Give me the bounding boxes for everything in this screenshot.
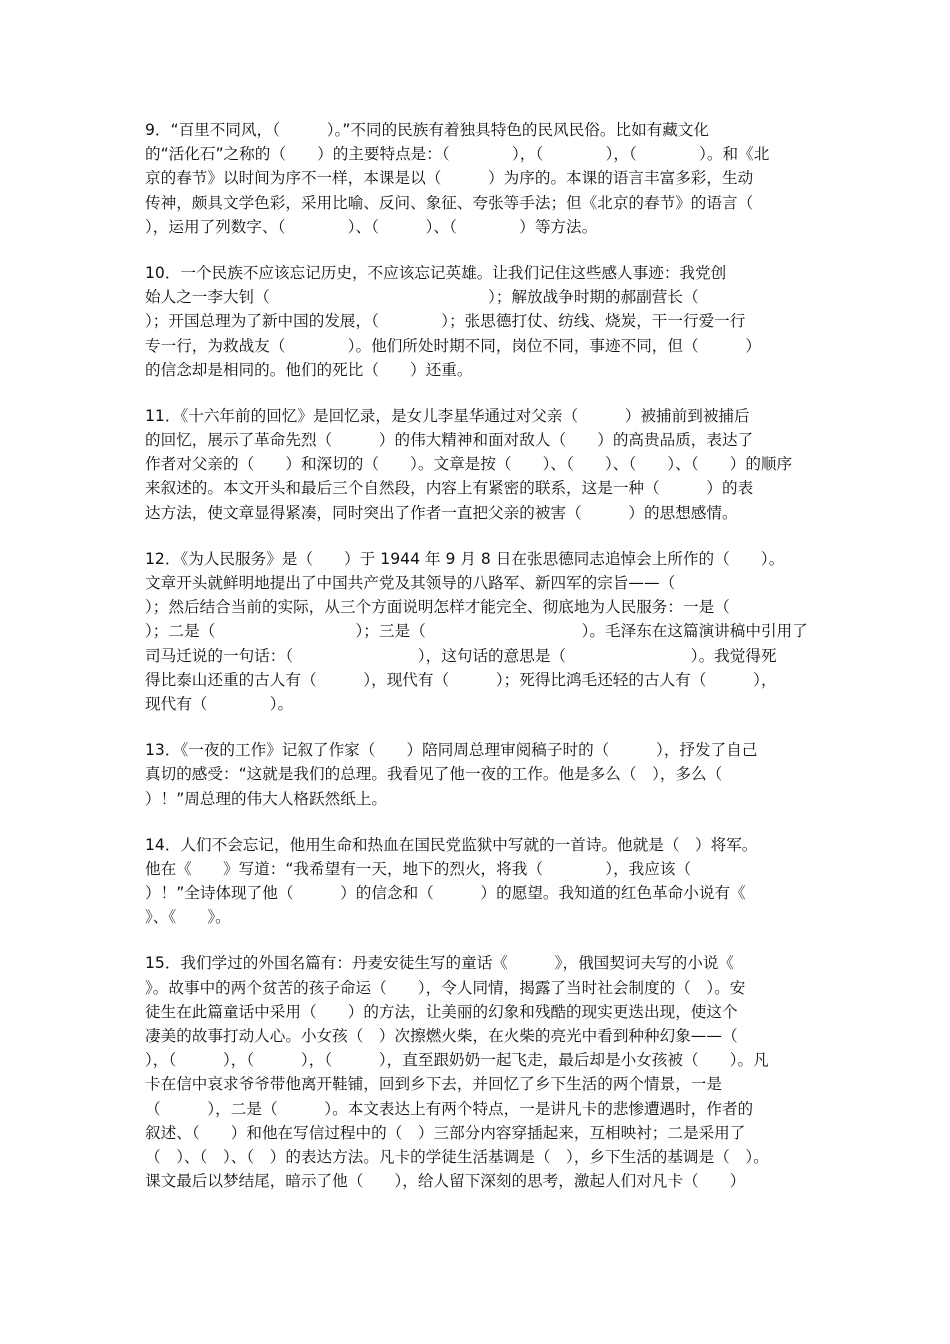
- text-line: 13．《一夜的工作》记叙了作家（ ）陪同周总理审阅稿子时的（ ），抒发了自己: [145, 741, 758, 760]
- question-9: [145, 118, 835, 239]
- text-line: 的回忆，展示了革命先烈（ ）的伟大精神和面对敌人（ ）的高贵品质，表达了: [145, 431, 754, 450]
- text-line: （ ），二是（ ）。本文表达上有两个特点，一是讲凡卡的悲惨遭遇时，作者的: [145, 1099, 754, 1118]
- text-line: 司马迁说的一句话：（ ），这句话的意思是（ ）。我觉得死: [145, 646, 777, 665]
- text-line: 的“活化石”之称的（ ）的主要特点是：（ ），（ ），（ ）。和《北: [145, 145, 770, 164]
- text-line: 9．“百里不同风，（ ）。”不同的民族有着独具特色的民风民俗。比如有藏文化: [145, 121, 710, 139]
- text-line: 文章开头就鲜明地提出了中国共产党及其领导的八路军、新四军的宗旨——（: [145, 574, 676, 592]
- text-line: 来叙述的。本文开头和最后三个自然段，内容上有紧密的联系，这是一种（ ）的表: [145, 479, 754, 498]
- text-line: 始人之一李大钊（ ）；解放战争时期的郝副营长（: [145, 288, 699, 307]
- text-line: 14．人们不会忘记，他用生命和热血在国民党监狱中写就的一首诗。他就是（ ）将军。: [145, 835, 758, 854]
- text-line: ）；开国总理为了新中国的发展，（ ）；张思德打仗、纺线、烧炭，干一行爱一行: [145, 312, 746, 331]
- text-line: 12．《为人民服务》是（ ）于 1944 年 9 月 8 日在张思德同志追悼会上所作的（ ）。: [145, 549, 785, 568]
- question-13: [145, 738, 835, 811]
- text-line: ）！”全诗体现了他（ ）的信念和（ ）的愿望。我知道的红色革命小说有《: [145, 884, 746, 903]
- text-line: ）；然后结合当前的实际，从三个方面说明怎样才能完全、彻底地为人民服务：一是（: [145, 598, 730, 617]
- text-line: ）！”周总理的伟大人格跃然纸上。: [145, 789, 387, 808]
- document-body: [145, 118, 835, 1215]
- question-11: [145, 404, 835, 525]
- text-line: 卡在信中哀求爷爷带他离开鞋铺，回到乡下去，并回忆了乡下生活的两个情景，一是: [145, 1075, 722, 1094]
- text-line: ）；二是（ ）；三是（ ）。毛泽东在这篇演讲稿中引用了: [145, 622, 808, 641]
- text-line: 作者对父亲的（ ）和深切的（ ）。文章是按（ ）、（ ）、（ ）、（ ）的顺序: [145, 455, 793, 474]
- text-line: 叙述、（ ）和他在写信过程中的（ ）三部分内容穿插起来，互相映衬；二是采用了: [145, 1123, 746, 1142]
- text-line: ），（ ），（ ），（ ），直至跟奶奶一起飞走，最后却是小女孩被（ ）。凡: [145, 1051, 769, 1070]
- text-line: 》。故事中的两个贫苦的孩子命运（ ），令人同情，揭露了当时社会制度的（ ）。安: [145, 978, 746, 997]
- text-line: 专一行，为救战友（ ）。他们所处时期不同，岗位不同，事迹不同，但（ ）: [145, 336, 761, 355]
- text-line: 》、《 》。: [145, 908, 231, 927]
- text-line: 京的春节》以时间为序不一样，本课是以（ ）为序的。本课的语言丰富多彩，生动: [145, 169, 754, 188]
- question-15: [145, 951, 835, 1193]
- text-line: 的信念却是相同的。他们的死比（ ）还重。: [145, 360, 473, 379]
- text-line: ），运用了列数字、（ ）、（ ）、（ ）等方法。: [145, 217, 598, 236]
- text-line: 传神，颇具文学色彩，采用比喻、反问、象征、夸张等手法；但《北京的春节》的语言（: [145, 193, 754, 212]
- question-12: [145, 547, 835, 716]
- text-line: 10．一个民族不应该忘记历史，不应该忘记英雄。让我们记住这些感人事迹：我党创: [145, 263, 727, 282]
- text-line: 得比泰山还重的古人有（ ），现代有（ ）；死得比鸿毛还轻的古人有（ ），: [145, 670, 777, 689]
- text-line: 11．《十六年前的回忆》是回忆录，是女儿李星华通过对父亲（ ）被捕前到被捕后: [145, 406, 750, 425]
- text-line: 他在《 》写道：“我希望有一天，地下的烈火，将我（ ），我应该（: [145, 859, 692, 878]
- text-line: 达方法，使文章显得紧凑，同时突出了作者一直把父亲的被害（ ）的思想感情。: [145, 503, 738, 522]
- question-14: [145, 833, 835, 930]
- text-line: 凄美的故事打动人心。小女孩（ ）次擦燃火柴，在火柴的亮光中看到种种幻象——（: [145, 1027, 738, 1045]
- text-line: 课文最后以梦结尾，暗示了他（ ），给人留下深刻的思考，激起人们对凡卡（ ）: [145, 1172, 746, 1191]
- text-line: 现代有（ ）。: [145, 694, 294, 713]
- text-line: 15．我们学过的外国名篇有：丹麦安徒生写的童话《 》，俄国契诃夫写的小说《: [145, 954, 735, 973]
- text-line: （ ）、（ ）、（ ）的表达方法。凡卡的学徒生活基调是（ ），乡下生活的基调是（ ）。: [145, 1147, 769, 1166]
- question-10: [145, 261, 835, 382]
- text-line: 真切的感受：“这就是我们的总理。我看见了他一夜的工作。他是多么（ ），多么（: [145, 765, 723, 784]
- text-line: 徒生在此篇童话中采用（ ）的方法，让美丽的幻象和残酷的现实更迭出现，使这个: [145, 1002, 738, 1021]
